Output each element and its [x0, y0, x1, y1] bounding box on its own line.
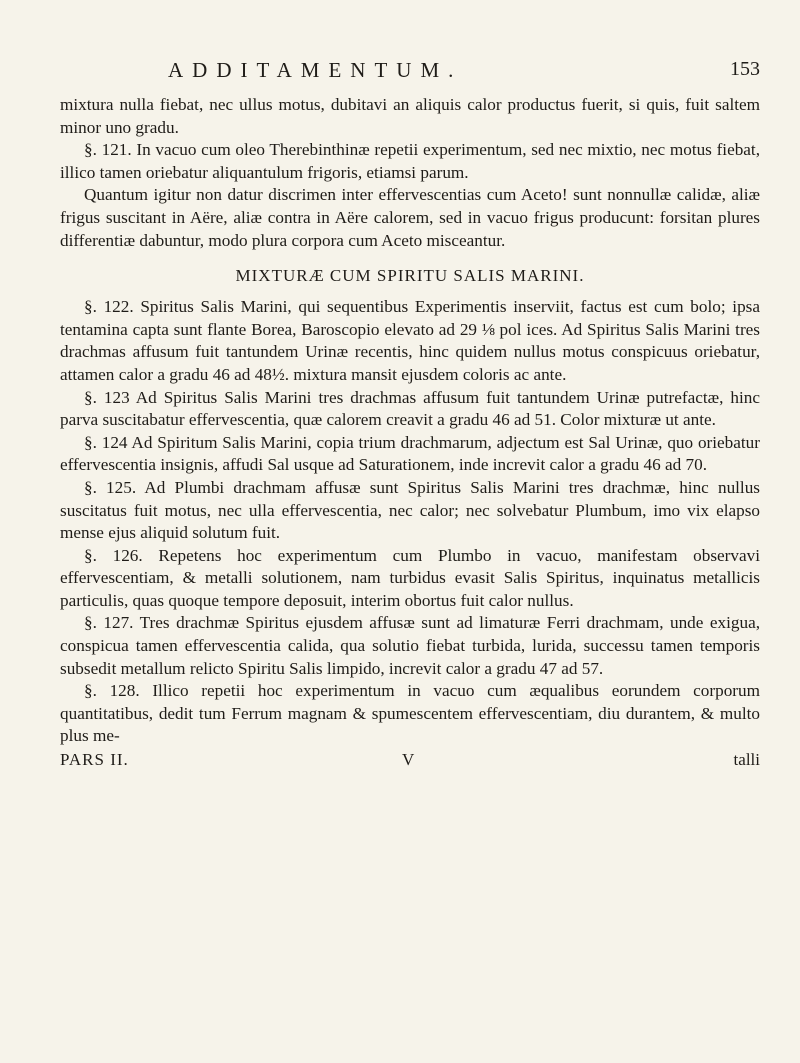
signature-mark: V [402, 750, 415, 770]
paragraph: Quantum igitur non datur discrimen inter effervescentias cum Aceto! sunt nonnullæ calidæ, aliæ frigus suscitant in Aëre, aliæ contra in Aëre calorem, sed in vacuo frigus producunt: forsitan plures differentiæ dabuntur, modo plura corpora cum Aceto misceantur. [60, 185, 760, 250]
running-title: ADDITAMENTUM. [168, 58, 463, 82]
book-page [60, 58, 760, 772]
paragraph: §. 125. Ad Plumbi drachmam affusæ sunt Spiritus Salis Marini tres drachmæ, hinc nullus suscitatus fuit motus, nec ulla effervescentia, nec calor; nec solvebatur Plumbum, imo vix elapso mense ejus aliquid solutum fuit. [60, 477, 760, 543]
paragraph: §. 123 Ad Spiritus Salis Marini tres drachmas affusum fuit tantundem Urinæ putrefactæ, hinc parva suscitabatur effervescentia, quæ calorem creavit a gradu 46 ad 51. Color mixturæ ut ante. [60, 387, 760, 430]
paragraph: §. 128. Illico repetii hoc experimentum in vacuo cum æqualibus eorundem corporum quantitatibus, dedit tum Ferrum magnam & spumescentem effervescentiam, diu durantem, & multo plus me- [60, 681, 760, 746]
paragraph: §. 121. In vacuo cum oleo Therebinthinæ repetii experimentum, sed nec mixtio, nec motus fiebat, illico tamen oriebatur aliquantulum frigoris, etiamsi parum. [60, 140, 760, 182]
paragraph: §. 126. Repetens hoc experimentum cum Plumbo in vacuo, manifestam observavi effervescentiam, & metalli solutionem, nam turbidus evasit Salis Spiritus, inquinatus metallicis particulis, quas quoque tempore deposuit, interim obortus fuit calor nullus. [60, 545, 760, 610]
page-footer [60, 750, 760, 772]
paragraph: mixtura nulla fiebat, nec ullus motus, dubitavi an aliquis calor productus fuerit, si quis, fuit saltem minor uno gradu. [60, 95, 760, 137]
running-head [60, 58, 760, 94]
body-text [60, 94, 760, 748]
catchword: talli [733, 750, 760, 770]
paragraph: §. 127. Tres drachmæ Spiritus ejusdem affusæ sunt ad limaturæ Ferri drachmam, unde exigua, conspicua tamen effervescentia calida, qua solutio fiebat turbida, lurida, successu tamen temporis subsedit metallum relicto Spiritu Salis limpido, increvit calor a gradu 47 ad 57. [60, 613, 760, 678]
part-label: PARS II. [60, 750, 129, 770]
paragraph: §. 122. Spiritus Salis Marini, qui sequentibus Experimentis inserviit, factus est cum bolo; ipsa tentamina capta sunt flante Borea, Baroscopio elevato ad 29 ⅛ pol ices. Ad Spiritus Salis Marini tres drachmas affusum fuit tantundem Urinæ recentis, hinc quidem nullus motus conspicuus oriebatur, attamen calor a gradu 46 ad 48½. mixtura mansit ejusdem coloris ac ante. [60, 297, 760, 384]
section-heading: MIXTURÆ CUM SPIRITU SALIS MARINI. [235, 266, 585, 286]
paragraph: §. 124 Ad Spiritum Salis Marini, copia trium drachmarum, adjectum est Sal Urinæ, quo oriebatur effervescentia insignis, affudi Sal usque ad Saturationem, inde increvit calor a gradu 46 ad 70. [60, 432, 760, 475]
page-number: 153 [730, 58, 760, 80]
